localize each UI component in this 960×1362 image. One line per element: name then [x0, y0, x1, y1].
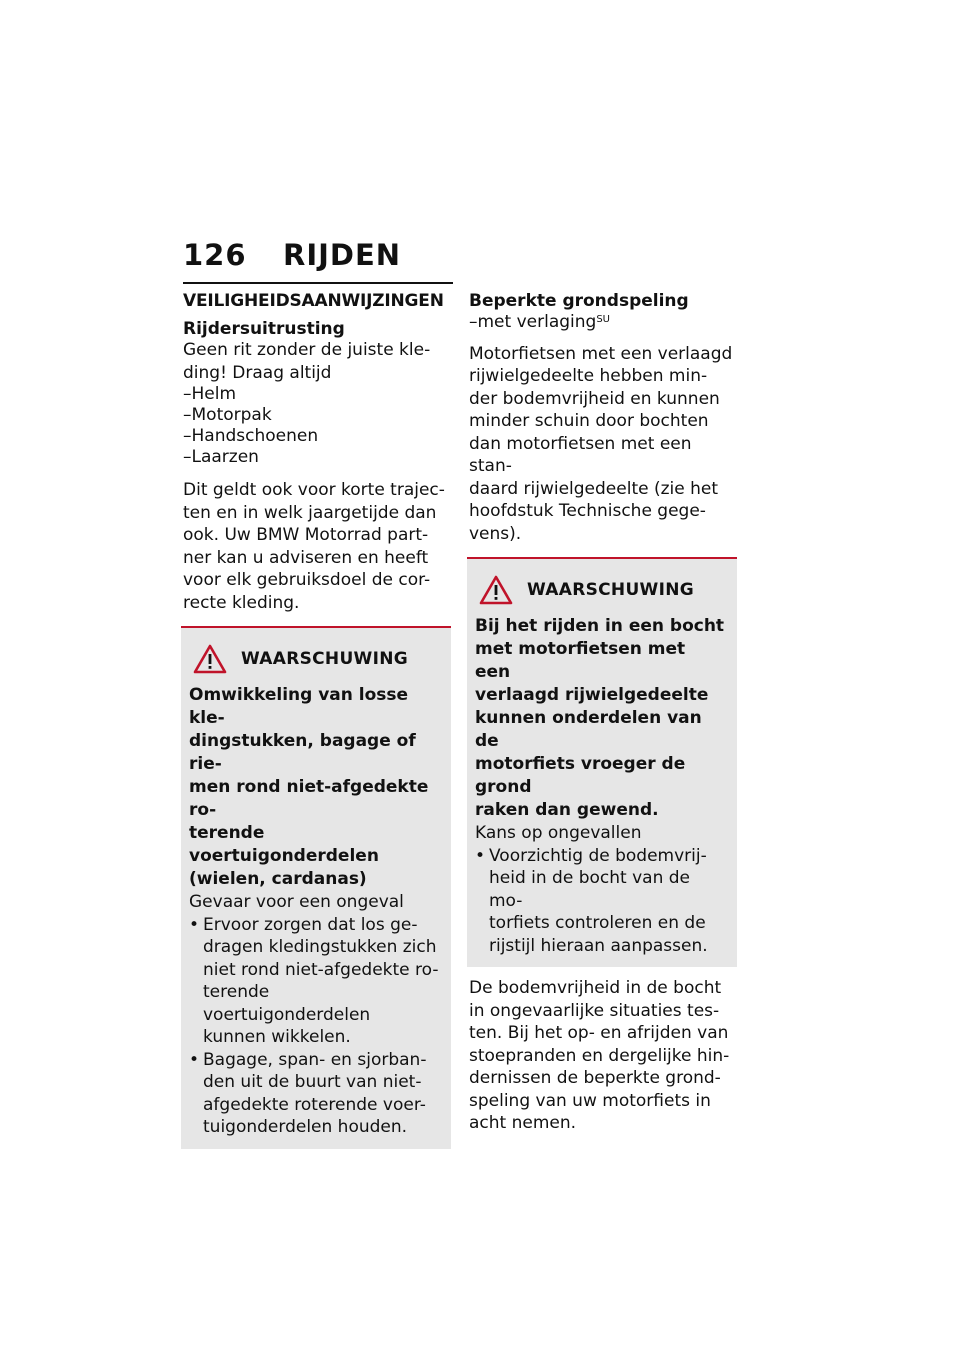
warning-title-line: Bij het rijden in een bocht [475, 616, 725, 636]
warning-title-line: met motorfietsen met een [475, 639, 686, 682]
warning-title-line: kunnen onderdelen van de [475, 708, 702, 751]
warning-title-line: verlaagd rijwielgedeelte [475, 685, 709, 705]
page-header [183, 238, 453, 284]
bullet-line: afgedekte roterende voer- [203, 1094, 426, 1115]
paragraph-line: Dit geldt ook voor korte trajec- [183, 480, 445, 500]
paragraph-line: voor elk gebruiksdoel de cor- [183, 570, 431, 590]
right-column [467, 291, 737, 1135]
warning-triangle-icon [479, 575, 513, 605]
bullet-line: torfiets controleren en de [489, 913, 706, 933]
paragraph-line: in ongevaarlijke situaties tes- [469, 1000, 720, 1021]
paragraph-line: rijwielgedeelte hebben min- [469, 366, 708, 386]
warning-header [471, 575, 725, 605]
warning-title-line: dingstukken, bagage of rie- [189, 731, 416, 774]
paragraph-line: stoepranden en dergelijke hin- [469, 1045, 730, 1066]
paragraph-line: ten en in welk jaargetijde dan [183, 502, 437, 523]
bullet-icon: • [189, 1049, 200, 1070]
list-item: –Handschoenen [183, 426, 319, 446]
page-number: 126 [183, 238, 247, 272]
section-title: VEILIGHEIDSAANWIJZINGEN [183, 291, 444, 311]
warning-title-line: motorfiets vroeger de grond [475, 754, 686, 797]
paragraph-line: Motorfietsen met een verlaagd [469, 343, 733, 364]
left-column [181, 291, 451, 1149]
bullet-line: Bagage, span- en sjorban- [203, 1049, 427, 1070]
paragraph-line: ten. Bij het op- en afrijden van [469, 1023, 729, 1043]
paragraph-line: acht nemen. [469, 1113, 577, 1133]
bullet-line: Voorzichtig de bodemvrij- [489, 845, 707, 866]
warning-bullet [471, 845, 725, 958]
bullet-line: tuigonderdelen houden. [203, 1117, 408, 1137]
paragraph-line: vens). [469, 523, 522, 544]
warning-header [185, 644, 439, 674]
bullet-icon: • [189, 914, 200, 935]
warning-title-line: terende voertuigonderdelen [189, 823, 379, 866]
subheading-rider-gear: Rijdersuitrusting [183, 319, 345, 339]
warning-risk: Kans op ongevallen [475, 823, 642, 843]
chapter-title: RIJDEN [283, 238, 402, 272]
paragraph-line: minder schuin door bochten [469, 411, 709, 431]
paragraph-line: De bodemvrijheid in de bocht [469, 978, 722, 998]
paragraph-line: ook. Uw BMW Motorrad part- [183, 525, 429, 545]
paragraph-line: daard rijwielgedeelte (zie het [469, 478, 719, 499]
paragraph-line: hoofdstuk Technische gege- [469, 501, 706, 521]
intro-line: ding! Draag altijd [183, 362, 332, 383]
warning-triangle-icon [193, 644, 227, 674]
bullet-line: heid in de bocht van de mo- [489, 868, 690, 911]
bullet-line: terende voertuigonderdelen [203, 982, 371, 1025]
warning-label: WAARSCHUWING [527, 580, 695, 600]
bullet-line: den uit de buurt van niet- [203, 1072, 422, 1092]
bullet-line: rijstijl hieraan aanpassen. [489, 935, 708, 956]
bullet-icon: • [475, 845, 486, 866]
warning-title-line: Omwikkeling van losse kle- [189, 685, 409, 728]
variant-text: –met verlaging [469, 312, 597, 332]
subheading-ground-clearance: Beperkte grondspeling [469, 291, 689, 311]
paragraph-line: dernissen de beperkte grond- [469, 1068, 721, 1088]
bullet-line: kunnen wikkelen. [203, 1027, 351, 1047]
warning-box [467, 557, 737, 967]
paragraph-line: recte kleding. [183, 592, 300, 613]
bullet-line: dragen kledingstukken zich [203, 937, 437, 957]
warning-title-line: (wielen, cardanas) [189, 869, 367, 889]
intro-line: Geen rit zonder de juiste kle- [183, 340, 431, 360]
warning-label: WAARSCHUWING [241, 649, 409, 669]
list-item: –Helm [183, 384, 237, 404]
warning-bullet [185, 914, 439, 1049]
warning-box [181, 626, 451, 1149]
paragraph-line: ner kan u adviseren en heeft [183, 547, 429, 568]
paragraph-line: dan motorfietsen met een stan- [469, 433, 692, 476]
warning-title-line: men rond niet-afgedekte ro- [189, 777, 429, 820]
warning-risk: Gevaar voor een ongeval [189, 892, 404, 912]
variant-line [467, 311, 737, 334]
paragraph-line: der bodemvrijheid en kunnen [469, 388, 720, 409]
list-item: –Motorpak [183, 405, 272, 425]
list-item: –Laarzen [183, 447, 259, 467]
variant-code: SU [596, 314, 610, 325]
warning-title-line: raken dan gewend. [475, 800, 659, 820]
bullet-line: Ervoor zorgen dat los ge- [203, 914, 418, 935]
paragraph-line: speling van uw motorfiets in [469, 1090, 711, 1111]
warning-bullet [185, 1049, 439, 1139]
bullet-line: niet rond niet-afgedekte ro- [203, 959, 439, 980]
